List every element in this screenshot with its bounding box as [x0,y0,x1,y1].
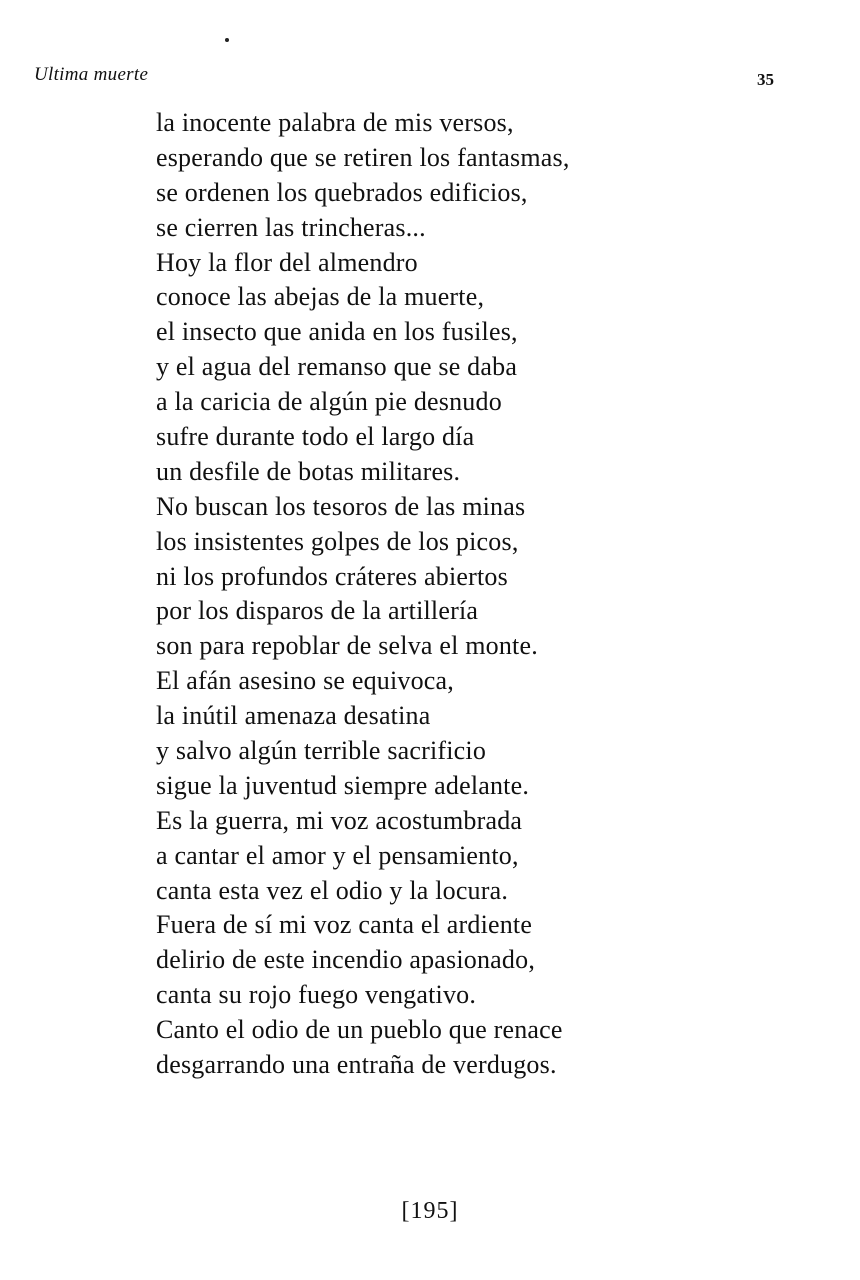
poem-line: Es la guerra, mi voz acostumbrada [156,805,523,835]
poem-line: a la caricia de algún pie desnudo [156,387,502,417]
poem-body [156,106,570,1083]
poem-line: desgarrando una entraña de verdugos. [156,1050,557,1080]
poem-line: los insistentes golpes de los picos, [156,526,519,556]
poem-line: canta esta vez el odio y la locura. [156,875,509,905]
poem-line: y el agua del remanso que se daba [156,352,518,382]
poem-line: el insecto que anida en los fusiles, [156,317,518,347]
poem-line: se ordenen los quebrados edificios, [156,177,528,207]
poem-line: a cantar el amor y el pensamiento, [156,840,519,870]
poem-line: un desfile de botas militares. [156,456,461,486]
poem-line: canta su rojo fuego vengativo. [156,980,477,1010]
poem-line: por los disparos de la artillería [156,596,479,626]
poem-line: esperando que se retiren los fantasmas, [156,142,570,172]
page-number: 35 [757,70,774,89]
poem-line: sigue la juventud siempre adelante. [156,770,530,800]
poem-line: ni los profundos cráteres abiertos [156,561,508,591]
poem-line: Hoy la flor del almendro [156,247,418,277]
poem-line: No buscan los tesoros de las minas [156,491,526,521]
running-title: Ultima muerte [34,64,149,85]
print-speck [225,38,229,42]
poem-line: sufre durante todo el largo día [156,422,475,452]
folio-number: [195] [401,1198,459,1224]
poem-line: Canto el odio de un pueblo que renace [156,1015,563,1045]
poem-line: Fuera de sí mi voz canta el ardiente [156,910,533,940]
poem-line: son para repoblar de selva el monte. [156,631,538,661]
poem-line: la inocente palabra de mis versos, [156,108,514,137]
poem-line: El afán asesino se equivoca, [156,666,454,696]
poem-line: se cierren las trincheras... [156,212,426,242]
poem-line: delirio de este incendio apasionado, [156,945,536,975]
poem-line: la inútil amenaza desatina [156,701,431,731]
poem-line: conoce las abejas de la muerte, [156,282,485,312]
poem-line: y salvo algún terrible sacrificio [156,736,487,766]
